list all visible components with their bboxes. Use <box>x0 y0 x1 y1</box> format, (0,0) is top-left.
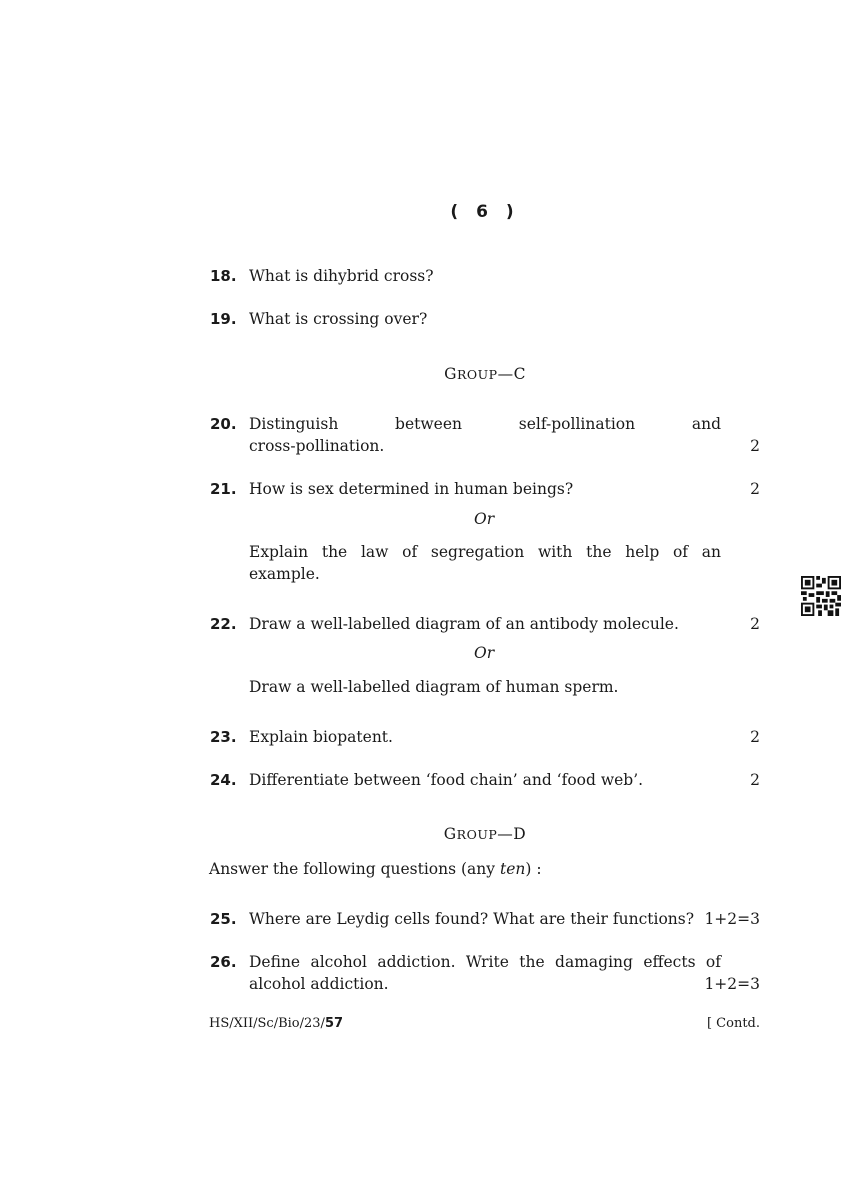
marks: 2 <box>750 771 760 789</box>
or-label: Or <box>474 644 495 662</box>
marks: 1+2=3 <box>704 910 760 928</box>
question-text: Define alcohol addiction. Write the damaging effects of <box>249 953 721 971</box>
question-text: Explain biopatent. <box>249 728 393 746</box>
question-text: Where are Leydig cells found? What are their functions? <box>249 910 695 928</box>
instruction-text: Answer the following questions (any ten) : <box>209 860 542 878</box>
question-text: alcohol addiction. <box>249 975 389 993</box>
question-number: 19. <box>210 310 237 328</box>
question-text: What is crossing over? <box>249 310 428 328</box>
question-text: Distinguish between self-pollination and <box>249 415 721 433</box>
question-text: What is dihybrid cross? <box>249 267 434 285</box>
marks: 2 <box>750 615 760 633</box>
question-number: 26. <box>210 953 237 971</box>
question-text: cross-pollination. <box>249 437 385 455</box>
contd-label: [ Contd. <box>706 1016 760 1031</box>
question-text: How is sex determined in human beings? <box>249 480 574 498</box>
question-text: Differentiate between ‘food chain’ and ‘food web’. <box>249 771 644 789</box>
question-number: 24. <box>210 771 237 789</box>
marks: 2 <box>750 480 760 498</box>
page-number: ( 6 ) <box>450 202 520 222</box>
marks: 2 <box>750 437 760 455</box>
question-number: 23. <box>210 728 237 746</box>
qr-code-icon <box>801 576 841 616</box>
question-number: 25. <box>210 910 237 928</box>
or-label: Or <box>474 510 495 528</box>
alternate-question-text: example. <box>249 565 320 583</box>
marks: 2 <box>750 728 760 746</box>
question-number: 21. <box>210 480 237 498</box>
question-text: Draw a well-labelled diagram of an antibody molecule. <box>249 615 679 633</box>
alternate-question-text: Draw a well-labelled diagram of human sperm. <box>249 678 619 696</box>
paper-code: HS/XII/Sc/Bio/23/57 <box>209 1016 344 1031</box>
group-c-heading: GROUP—C <box>444 365 526 383</box>
question-number: 20. <box>210 415 237 433</box>
group-d-heading: GROUP—D <box>443 825 527 843</box>
alternate-question-text: Explain the law of segregation with the help of an <box>249 543 721 561</box>
question-number: 22. <box>210 615 237 633</box>
question-number: 18. <box>210 267 237 285</box>
marks: 1+2=3 <box>704 975 760 993</box>
